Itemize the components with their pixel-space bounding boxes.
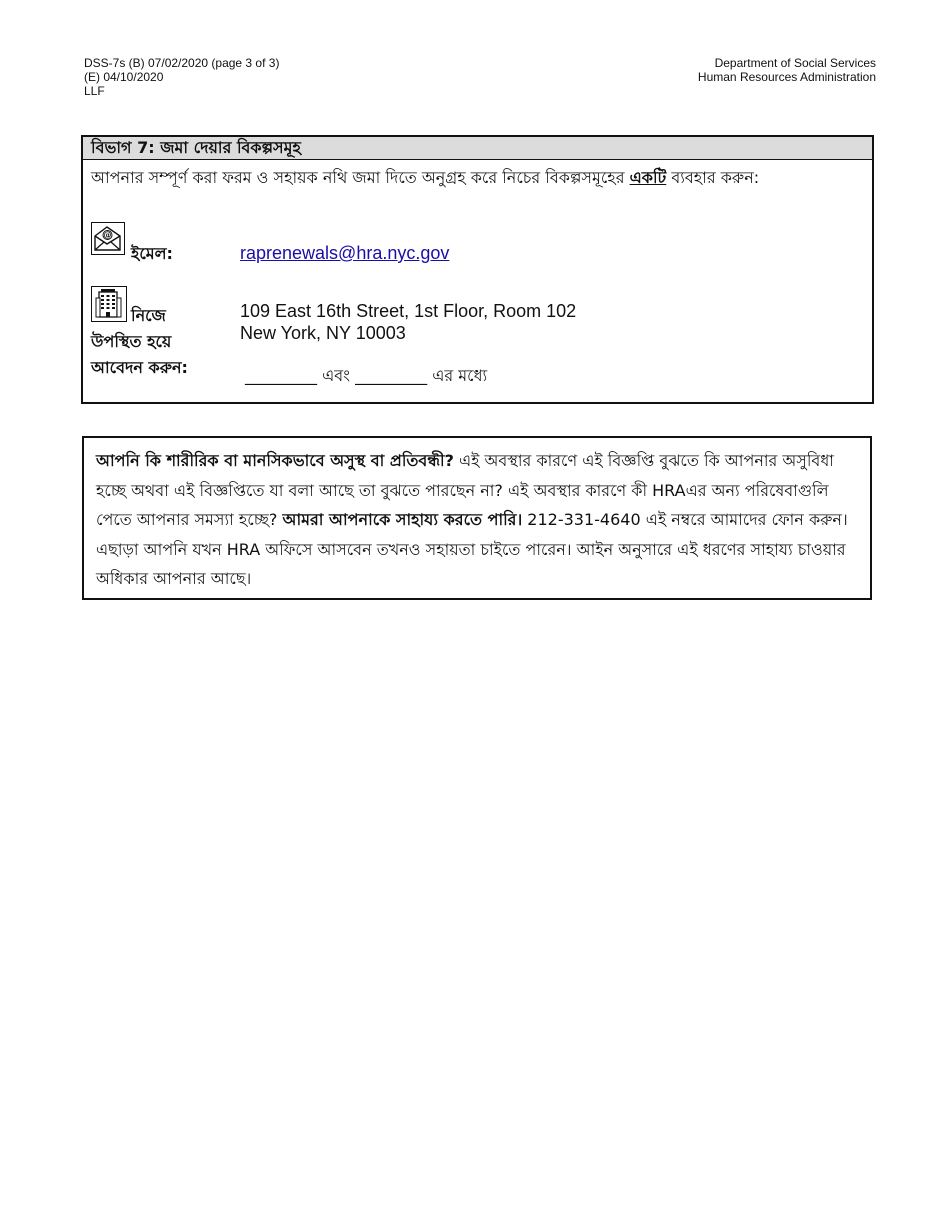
svg-text:@: @ bbox=[103, 230, 112, 240]
notice-question: আপনি কি শারীরিক বা মানসিকভাবে অসুস্থ বা প্রতিবন্ধী? bbox=[96, 451, 454, 470]
notice-help: আমরা আপনাকে সাহায্য করতে পারি। bbox=[282, 510, 523, 529]
email-envelope-icon bbox=[91, 222, 125, 255]
notice-body: এই অবস্থার কারণে এই বিজ্ঞপ্তি বুঝতে কি আপনার অসুবিধা হচ্ছে অথবা এই বিজ্ঞপ্তিতে যা বলা আছে তা বুঝতে পারছেন না? এই অবস্থার কারণে কী HRAএর অন্য পরিষেবাগুলি পেতে আপনার সমস্যা হচ্ছে? bbox=[96, 451, 834, 529]
intro-emphasis: একটি bbox=[629, 168, 667, 187]
notice-contact: 212-331-4640 এই নম্বরে আমাদের ফোন করুন। এছাড়া আপনি যখন HRA অফিসে আসবেন তখনও সহায়তা চাইতে পারেন। আইন অনুসারে এই ধরণের সাহায্য চাওয়ার অধিকার আপনার আছে। bbox=[96, 510, 848, 588]
section-intro bbox=[91, 165, 759, 192]
in-person-label bbox=[91, 303, 188, 381]
address-street: 109 East 16th Street, 1st Floor, Room 102 bbox=[240, 301, 577, 321]
intro-text-before: আপনার সম্পূর্ণ করা ফরম ও সহায়ক নথি জমা দিতে অনুগ্রহ করে নিচের বিকল্পসমূহের bbox=[91, 168, 630, 187]
office-hours-blank: _________ এবং _________ এর মধ্যে bbox=[245, 366, 488, 385]
email-label: ইমেল: bbox=[131, 244, 173, 263]
intro-text-after: ব্যবহার করুন: bbox=[666, 168, 760, 187]
email-address-link[interactable]: raprenewals@hra.nyc.gov bbox=[240, 243, 450, 263]
form-id-line: DSS-7s (B) 07/02/2020 (page 3 of 3) bbox=[84, 56, 280, 70]
agency-subname: Human Resources Administration bbox=[697, 70, 876, 84]
submission-options-section bbox=[81, 135, 874, 404]
disability-notice-text bbox=[96, 446, 862, 594]
in-person-label-line: নিজে bbox=[131, 306, 166, 325]
office-address bbox=[240, 300, 576, 344]
form-id-block bbox=[84, 56, 279, 98]
in-person-label-line: আবেদন করুন: bbox=[91, 358, 188, 377]
section-title: বিভাগ 7: জমা দেয়ার বিকল্পসমূহ bbox=[83, 137, 872, 160]
form-code-line: LLF bbox=[84, 84, 105, 98]
agency-name: Department of Social Services bbox=[714, 56, 876, 70]
disability-notice-box bbox=[82, 436, 872, 600]
address-city: New York, NY 10003 bbox=[240, 323, 406, 343]
agency-block bbox=[698, 56, 876, 84]
form-date-line: (E) 04/10/2020 bbox=[84, 70, 164, 84]
in-person-label-line: উপস্থিত হয়ে bbox=[91, 332, 172, 351]
